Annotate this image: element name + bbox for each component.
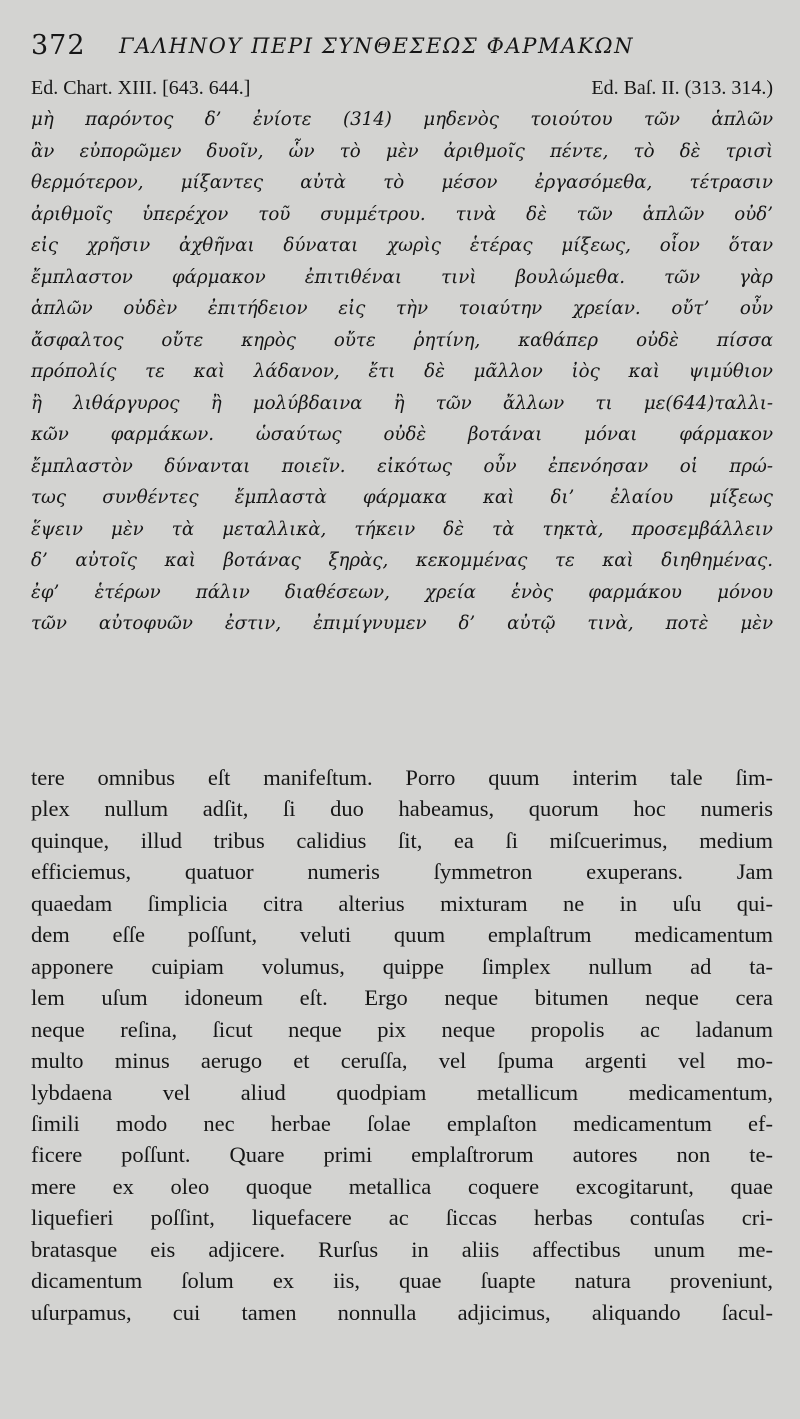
latin-line: ſimili modo nec herbae ſolae emplaſton medicamentum ef-	[31, 1110, 773, 1136]
latin-line: lem uſum idoneum eſt. Ergo neque bitumen neque cera	[31, 985, 773, 1011]
greek-line: ἁπλῶν οὐδὲν ἐπιτήδειον εἰς τὴν τοιαύτην χρείαν. οὔτ’ οὖν	[31, 298, 773, 319]
greek-line: τως συνθέντες ἔμπλαστὰ φάρμακα καὶ δι’ ἐλαίου μίξεως	[31, 487, 773, 508]
latin-line: lybdaena vel aliud quodpiam metallicum medicamentum,	[31, 1079, 773, 1105]
greek-line: ἂν εὐπορῶμεν δυοῖν, ὧν τὸ μὲν ἀριθμοῖς πέντε, τὸ δὲ τρισὶ	[31, 140, 773, 162]
latin-line: apponere cuipiam volumus, quippe ſimplex nullum ad ta-	[31, 953, 773, 979]
edition-references	[31, 77, 773, 105]
latin-line: bratasque eis adjicere. Rurſus in aliis affectibus unum me-	[31, 1236, 773, 1262]
latin-line: neque reſina, ſicut neque pix neque propolis ac ladanum	[31, 1016, 773, 1042]
page-number: 372	[31, 30, 86, 61]
page-header	[31, 24, 771, 72]
latin-line: tere omnibus eſt manifeſtum. Porro quum interim tale ſim-	[31, 765, 773, 790]
latin-line: dem eſſe poſſunt, veluti quum emplaſtrum medicamentum	[31, 922, 773, 948]
latin-text-block	[31, 762, 773, 1328]
latin-line: liquefieri poſſint, liquefacere ac ſiccas herbas contuſas cri-	[31, 1205, 773, 1231]
greek-line: τῶν αὐτοφυῶν ἐστιν, ἐπιμίγνυμεν δ’ αὐτῷ τινὰ, ποτὲ μὲν	[31, 613, 773, 634]
greek-line: ἔμπλαστον φάρμακον ἐπιτιθέναι τινὶ βουλώμεθα. τῶν γὰρ	[31, 266, 773, 288]
latin-line: plex nullum adſit, ſi duo habeamus, quorum hoc numeris	[31, 796, 773, 822]
greek-line: ἄσφαλτος οὔτε κηρὸς οὔτε ῥητίνη, καθάπερ οὐδὲ πίσσα	[31, 329, 773, 351]
greek-line: ἀριθμοῖς ὑπερέχον τοῦ συμμέτρου. τινὰ δὲ τῶν ἁπλῶν οὐδ’	[31, 203, 773, 225]
running-title: ΓΑΛΗΝΟΥ ΠΕΡΙ ΣΥΝΘΕΣΕΩΣ ΦΑΡΜΑΚΩΝ	[119, 34, 635, 58]
greek-line: κῶν φαρμάκων. ὡσαύτως οὐδὲ βοτάναι μόναι φάρμακον	[31, 424, 773, 445]
latin-line: quinque, illud tribus calidius ſit, ea ſi miſcuerimus, medium	[31, 827, 773, 853]
greek-line: ἢ λιθάργυρος ἢ μολύβδαινα ἢ τῶν ἄλλων τι με(644)ταλλι-	[31, 392, 773, 414]
latin-line: mere ex oleo quoque metallica coquere excogitarunt, quae	[31, 1173, 773, 1199]
latin-line: uſurpamus, cui tamen nonnulla adjicimus, aliquando ſacul-	[31, 1299, 773, 1325]
latin-line: dicamentum ſolum ex iis, quae ſuapte natura proveniunt,	[31, 1268, 773, 1294]
latin-line: ficere poſſunt. Quare primi emplaſtrorum autores non te-	[31, 1142, 773, 1168]
greek-line: θερμότερον, μίξαντες αὐτὰ τὸ μέσον ἐργασόμεθα, τέτρασιν	[31, 172, 773, 193]
greek-line: ἔμπλαστὸν δύνανται ποιεῖν. εἰκότως οὖν ἐπενόησαν οἱ πρώ-	[31, 455, 773, 477]
greek-line: μὴ παρόντος δ’ ἐνίοτε (314) μηδενὸς τοιούτου τῶν ἁπλῶν	[31, 109, 773, 130]
greek-line: ἐφ’ ἑτέρων πάλιν διαθέσεων, χρεία ἑνὸς φαρμάκου μόνου	[31, 581, 773, 603]
latin-line: multo minus aerugo et ceruſſa, vel ſpuma argenti vel mo-	[31, 1048, 773, 1074]
greek-line: εἰς χρῆσιν ἀχθῆναι δύναται χωρὶς ἑτέρας μίξεως, οἷον ὅταν	[31, 235, 773, 256]
greek-line: ἕψειν μὲν τὰ μεταλλικὰ, τήκειν δὲ τὰ τηκτὰ, προσεμβάλλειν	[31, 518, 773, 540]
latin-line: quaedam ſimplicia citra alterius mixturam ne in uſu qui-	[31, 890, 773, 916]
greek-text-block	[31, 104, 773, 640]
chartier-edition-reference: Ed. Chart. XIII. [643. 644.]	[31, 77, 251, 99]
greek-line: πρόπολίς τε καὶ λάδανον, ἔτι δὲ μᾶλλον ἰὸς καὶ ψιμύθιον	[31, 361, 773, 382]
latin-line: efficiemus, quatuor numeris ſymmetron exuperans. Jam	[31, 859, 773, 885]
greek-line: δ’ αὐτοῖς καὶ βοτάνας ξηρὰς, κεκομμένας τε καὶ διηθημένας.	[31, 550, 773, 571]
basel-edition-reference: Ed. Baſ. II. (313. 314.)	[591, 77, 773, 99]
